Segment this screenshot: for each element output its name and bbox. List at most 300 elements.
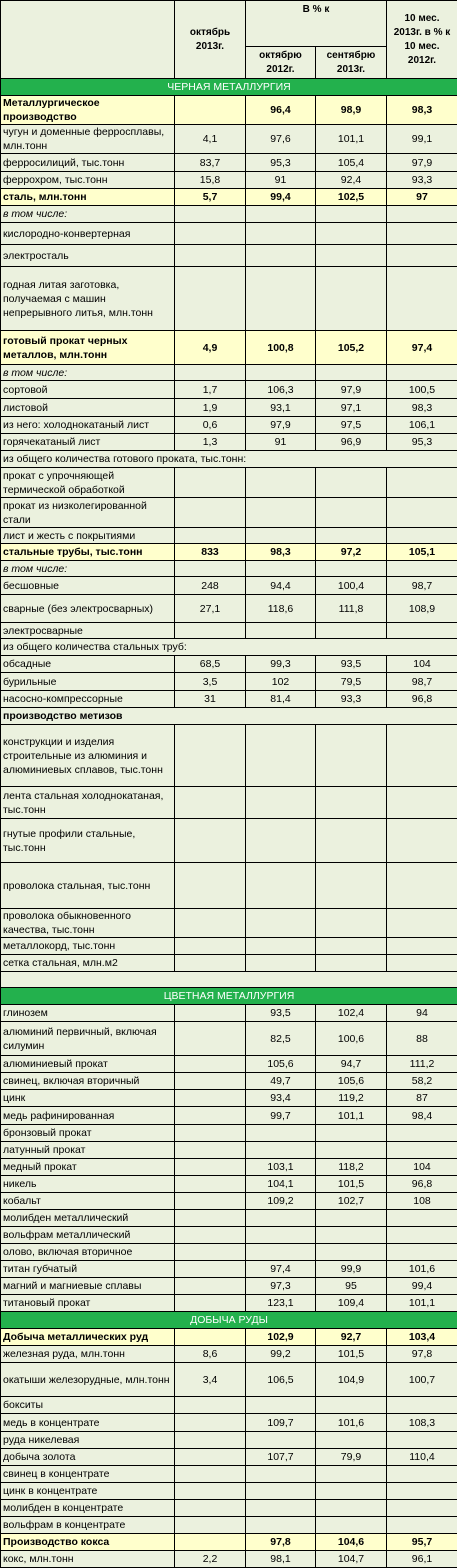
value-vs-september-2013: 96,9 [316,434,387,451]
value-10-months: 98,4 [387,1107,457,1125]
value-vs-october-2012: 98,1 [246,1551,316,1568]
value-october-2013 [175,1517,246,1534]
row-label: годная литая заготовка, получаемая с машин непрерывного литья, млн.тонн [1,267,175,331]
value-10-months: 97,9 [387,154,457,172]
value-vs-september-2013 [316,1483,387,1500]
value-october-2013 [175,938,246,955]
value-vs-october-2012: 97,6 [246,125,316,154]
row-label: из него: холоднокатаный лист [1,417,175,434]
value-10-months [387,909,457,938]
value-vs-september-2013 [316,223,387,245]
table-row [1,1193,457,1210]
row-label: медный прокат [1,1159,175,1176]
value-october-2013 [175,1295,246,1312]
value-vs-september-2013: 111,8 [316,595,387,623]
value-10-months: 97,4 [387,331,457,365]
value-vs-september-2013: 101,5 [316,1346,387,1363]
value-vs-september-2013 [316,561,387,577]
row-label: сварные (без электросварных) [1,595,175,623]
value-october-2013 [175,96,246,125]
value-vs-september-2013 [316,1397,387,1414]
value-10-months: 110,4 [387,1449,457,1466]
value-october-2013 [175,1261,246,1278]
value-october-2013 [175,1227,246,1244]
value-october-2013: 31 [175,691,246,708]
value-october-2013 [175,223,246,245]
value-vs-september-2013: 102,5 [316,189,387,206]
value-10-months: 99,1 [387,125,457,154]
value-october-2013 [175,561,246,577]
value-october-2013 [175,1329,246,1346]
table-row [1,656,457,673]
value-vs-september-2013 [316,819,387,863]
row-label: никель [1,1176,175,1193]
value-10-months [387,365,457,381]
value-october-2013 [175,245,246,267]
value-vs-october-2012: 109,7 [246,1414,316,1432]
value-10-months: 99,4 [387,1278,457,1295]
value-october-2013: 1,9 [175,399,246,417]
value-october-2013 [175,1397,246,1414]
table-row [1,1363,457,1397]
value-10-months [387,528,457,544]
value-10-months: 108 [387,1193,457,1210]
value-vs-october-2012 [246,498,316,528]
value-10-months: 96,8 [387,1176,457,1193]
value-vs-september-2013 [316,1244,387,1261]
row-label: молибден в концентрате [1,1500,175,1517]
value-vs-october-2012 [246,1210,316,1227]
row-label: свинец, включая вторичный [1,1073,175,1090]
value-vs-october-2012: 97,4 [246,1261,316,1278]
table-row [1,787,457,819]
table-row [1,381,457,399]
value-10-months: 100,5 [387,381,457,399]
value-october-2013 [175,1500,246,1517]
row-label: кобальт [1,1193,175,1210]
value-vs-september-2013 [316,938,387,955]
value-vs-september-2013 [316,267,387,331]
value-vs-october-2012 [246,955,316,972]
value-vs-october-2012: 91 [246,172,316,189]
value-october-2013 [175,1210,246,1227]
row-label: электросталь [1,245,175,267]
value-october-2013 [175,468,246,498]
row-label: титан губчатый [1,1261,175,1278]
section-title: ЧЕРНАЯ МЕТАЛЛУРГИЯ [1,79,457,96]
value-vs-september-2013: 118,2 [316,1159,387,1176]
value-vs-september-2013: 92,4 [316,172,387,189]
table-row [1,1295,457,1312]
value-october-2013 [175,1176,246,1193]
value-vs-october-2012: 100,8 [246,331,316,365]
value-vs-october-2012: 99,3 [246,656,316,673]
value-vs-october-2012: 98,3 [246,544,316,561]
subheading-label: из общего количества готового проката, тыс.тонн: [1,451,457,468]
value-10-months [387,863,457,909]
value-vs-september-2013: 105,6 [316,1073,387,1090]
table-row [1,1466,457,1483]
row-label: обсадные [1,656,175,673]
row-label: цинк [1,1090,175,1107]
value-10-months: 100,7 [387,1363,457,1397]
value-vs-september-2013 [316,245,387,267]
table-row [1,1142,457,1159]
value-october-2013 [175,955,246,972]
value-10-months: 98,7 [387,673,457,691]
row-label: латунный прокат [1,1142,175,1159]
row-label: кислородно-конвертерная [1,223,175,245]
value-vs-september-2013: 93,5 [316,656,387,673]
value-vs-september-2013: 101,1 [316,125,387,154]
table-row [1,691,457,708]
table-row [1,1346,457,1363]
value-10-months: 101,1 [387,1295,457,1312]
table-row [1,595,457,623]
value-october-2013 [175,1073,246,1090]
value-vs-october-2012 [246,267,316,331]
value-october-2013 [175,1278,246,1295]
subheading-row [1,639,457,656]
table-row [1,863,457,909]
summary-row [1,1329,457,1346]
subheading-label: из общего количества стальных труб: [1,639,457,656]
value-october-2013: 3,4 [175,1363,246,1397]
value-10-months [387,245,457,267]
value-october-2013 [175,1005,246,1022]
value-vs-october-2012: 105,6 [246,1056,316,1073]
value-october-2013: 68,5 [175,656,246,673]
value-october-2013 [175,1159,246,1176]
value-vs-october-2012 [246,787,316,819]
table-row [1,468,457,498]
row-label: свинец в концентрате [1,1466,175,1483]
value-october-2013 [175,819,246,863]
value-october-2013 [175,1534,246,1551]
value-vs-october-2012 [246,245,316,267]
value-vs-october-2012 [246,819,316,863]
value-vs-october-2012: 97,8 [246,1534,316,1551]
value-10-months: 98,3 [387,399,457,417]
table-row [1,1414,457,1432]
header-corner [1,1,175,79]
value-10-months: 104 [387,1159,457,1176]
table-row [1,561,457,577]
table-row [1,365,457,381]
value-vs-october-2012: 97,9 [246,417,316,434]
table-row [1,125,457,154]
value-10-months: 88 [387,1022,457,1056]
value-october-2013 [175,498,246,528]
value-vs-october-2012: 106,3 [246,381,316,399]
value-vs-september-2013: 99,9 [316,1261,387,1278]
row-label: цинк в концентрате [1,1483,175,1500]
value-10-months: 97 [387,189,457,206]
row-label: сталь, млн.тонн [1,189,175,206]
subheading-row [1,451,457,468]
value-10-months: 98,3 [387,96,457,125]
value-vs-september-2013: 94,7 [316,1056,387,1073]
value-vs-september-2013 [316,1500,387,1517]
value-10-months: 104 [387,656,457,673]
value-10-months [387,1517,457,1534]
table-row [1,1210,457,1227]
table-row [1,528,457,544]
row-label: стальные трубы, тыс.тонн [1,544,175,561]
value-vs-september-2013 [316,498,387,528]
value-vs-september-2013: 102,4 [316,1005,387,1022]
value-10-months [387,206,457,223]
row-label: сортовой [1,381,175,399]
value-10-months [387,623,457,639]
row-label: прокат с упрочняющей термической обработкой [1,468,175,498]
subheading-row [1,708,457,725]
value-october-2013: 833 [175,544,246,561]
value-10-months [387,1432,457,1449]
value-october-2013: 3,5 [175,673,246,691]
row-label: лист и жесть с покрытиями [1,528,175,544]
value-vs-october-2012: 103,1 [246,1159,316,1176]
value-vs-september-2013: 101,6 [316,1414,387,1432]
value-october-2013 [175,787,246,819]
value-10-months [387,498,457,528]
table-row [1,1056,457,1073]
value-october-2013: 27,1 [175,595,246,623]
value-october-2013: 248 [175,577,246,595]
table-row [1,1483,457,1500]
value-vs-september-2013: 109,4 [316,1295,387,1312]
table-row [1,223,457,245]
table-row [1,154,457,172]
value-vs-september-2013 [316,623,387,639]
value-10-months [387,223,457,245]
table-row [1,434,457,451]
value-october-2013 [175,528,246,544]
value-vs-september-2013: 98,9 [316,96,387,125]
value-vs-september-2013 [316,468,387,498]
table-row [1,1022,457,1056]
value-vs-october-2012 [246,1483,316,1500]
value-vs-october-2012 [246,1142,316,1159]
table-row [1,1005,457,1022]
value-10-months: 97,8 [387,1346,457,1363]
value-october-2013: 2,2 [175,1551,246,1568]
row-label: титановый прокат [1,1295,175,1312]
value-10-months: 95,7 [387,1534,457,1551]
header-group-percent: В % к [246,1,387,47]
value-october-2013: 8,6 [175,1346,246,1363]
value-vs-october-2012: 95,3 [246,154,316,172]
value-vs-october-2012 [246,1397,316,1414]
value-vs-september-2013: 93,3 [316,691,387,708]
value-10-months: 108,3 [387,1414,457,1432]
value-vs-september-2013: 119,2 [316,1090,387,1107]
row-label: вольфрам в концентрате [1,1517,175,1534]
value-vs-september-2013 [316,1210,387,1227]
row-label: олово, включая вторичное [1,1244,175,1261]
value-vs-october-2012: 91 [246,434,316,451]
value-vs-october-2012 [246,909,316,938]
value-october-2013: 1,7 [175,381,246,399]
table-row [1,1176,457,1193]
value-vs-october-2012: 109,2 [246,1193,316,1210]
summary-row [1,1534,457,1551]
row-label: сетка стальная, млн.м2 [1,955,175,972]
value-october-2013 [175,863,246,909]
value-vs-october-2012: 106,5 [246,1363,316,1397]
value-10-months [387,267,457,331]
table-row [1,725,457,787]
value-october-2013 [175,267,246,331]
value-vs-october-2012 [246,223,316,245]
value-vs-september-2013: 79,9 [316,1449,387,1466]
value-october-2013 [175,1056,246,1073]
value-october-2013 [175,1449,246,1466]
value-10-months: 96,8 [387,691,457,708]
row-label: молибден металлический [1,1210,175,1227]
row-label: бронзовый прокат [1,1125,175,1142]
value-vs-september-2013 [316,206,387,223]
row-label: руда никелевая [1,1432,175,1449]
value-vs-october-2012 [246,1517,316,1534]
value-vs-september-2013 [316,528,387,544]
value-10-months: 103,4 [387,1329,457,1346]
value-vs-october-2012: 102 [246,673,316,691]
section-title: ЦВЕТНАЯ МЕТАЛЛУРГИЯ [1,988,457,1005]
value-vs-september-2013 [316,1432,387,1449]
value-10-months [387,1125,457,1142]
value-vs-october-2012: 99,2 [246,1346,316,1363]
table-row [1,417,457,434]
value-vs-september-2013 [316,365,387,381]
value-vs-october-2012: 104,1 [246,1176,316,1193]
summary-row [1,189,457,206]
value-10-months: 87 [387,1090,457,1107]
value-october-2013 [175,725,246,787]
row-label: проволока обыкновенного качества, тыс.тонн [1,909,175,938]
summary-row [1,96,457,125]
value-october-2013 [175,1414,246,1432]
value-vs-october-2012: 102,9 [246,1329,316,1346]
table-row [1,673,457,691]
header-col-september-2013: сентябрю 2013г. [316,47,387,79]
value-vs-october-2012: 123,1 [246,1295,316,1312]
row-label: Добыча металлических руд [1,1329,175,1346]
value-vs-october-2012 [246,528,316,544]
value-vs-october-2012 [246,1244,316,1261]
value-october-2013 [175,1142,246,1159]
value-10-months [387,725,457,787]
value-vs-october-2012 [246,365,316,381]
row-label: феррохром, тыс.тонн [1,172,175,189]
value-october-2013 [175,1483,246,1500]
value-vs-september-2013: 97,5 [316,417,387,434]
row-label: кокс, млн.тонн [1,1551,175,1568]
value-10-months [387,1397,457,1414]
row-label: медь в концентрате [1,1414,175,1432]
value-vs-september-2013: 97,2 [316,544,387,561]
table-body [1,79,457,1568]
value-october-2013 [175,1466,246,1483]
value-vs-october-2012: 99,4 [246,189,316,206]
row-label: конструкции и изделия строительные из алюминия и алюминиевых сплавов, тыс.тонн [1,725,175,787]
value-october-2013 [175,1193,246,1210]
table-row [1,623,457,639]
spacer-row [1,972,457,988]
value-vs-september-2013: 100,6 [316,1022,387,1056]
header-col-october-2013: октябрь 2013г. [175,1,246,79]
value-october-2013 [175,206,246,223]
value-vs-october-2012: 94,4 [246,577,316,595]
value-october-2013 [175,1022,246,1056]
row-label: чугун и доменные ферросплавы, млн.тонн [1,125,175,154]
value-10-months [387,1466,457,1483]
value-october-2013 [175,909,246,938]
value-vs-october-2012 [246,206,316,223]
table-row [1,172,457,189]
value-10-months [387,938,457,955]
spacer-cell [1,972,457,988]
row-label: в том числе: [1,365,175,381]
table-row [1,1244,457,1261]
value-october-2013 [175,1107,246,1125]
row-label: железная руда, млн.тонн [1,1346,175,1363]
value-vs-september-2013 [316,1517,387,1534]
value-10-months [387,1227,457,1244]
value-vs-october-2012 [246,1125,316,1142]
table-row [1,1125,457,1142]
value-vs-october-2012 [246,938,316,955]
value-10-months [387,468,457,498]
value-vs-october-2012: 49,7 [246,1073,316,1090]
value-vs-september-2013: 95 [316,1278,387,1295]
row-label: готовый прокат черных металлов, млн.тонн [1,331,175,365]
value-vs-october-2012 [246,1432,316,1449]
table-row [1,1449,457,1466]
value-vs-october-2012: 81,4 [246,691,316,708]
row-label: насосно-компрессорные [1,691,175,708]
table-row [1,1073,457,1090]
value-october-2013: 4,9 [175,331,246,365]
value-10-months [387,561,457,577]
value-vs-october-2012: 93,4 [246,1090,316,1107]
value-10-months: 111,2 [387,1056,457,1073]
row-label: электросварные [1,623,175,639]
table-row [1,1278,457,1295]
value-10-months: 58,2 [387,1073,457,1090]
value-vs-september-2013: 105,2 [316,331,387,365]
value-10-months: 94 [387,1005,457,1022]
row-label: горячекатаный лист [1,434,175,451]
row-label: ферросилиций, тыс.тонн [1,154,175,172]
row-label: в том числе: [1,206,175,223]
row-label: алюминий первичный, включая силумин [1,1022,175,1056]
value-vs-september-2013: 92,7 [316,1329,387,1346]
value-vs-october-2012 [246,1466,316,1483]
value-10-months [387,1244,457,1261]
row-label: окатыши железорудные, млн.тонн [1,1363,175,1397]
row-label: прокат из низколегированной стали [1,498,175,528]
summary-row [1,331,457,365]
row-label: гнутые профили стальные, тыс.тонн [1,819,175,863]
table-row [1,1090,457,1107]
value-october-2013: 5,7 [175,189,246,206]
value-october-2013 [175,1090,246,1107]
value-october-2013: 0,6 [175,417,246,434]
table-row [1,1551,457,1568]
table-row [1,498,457,528]
value-vs-october-2012: 93,1 [246,399,316,417]
